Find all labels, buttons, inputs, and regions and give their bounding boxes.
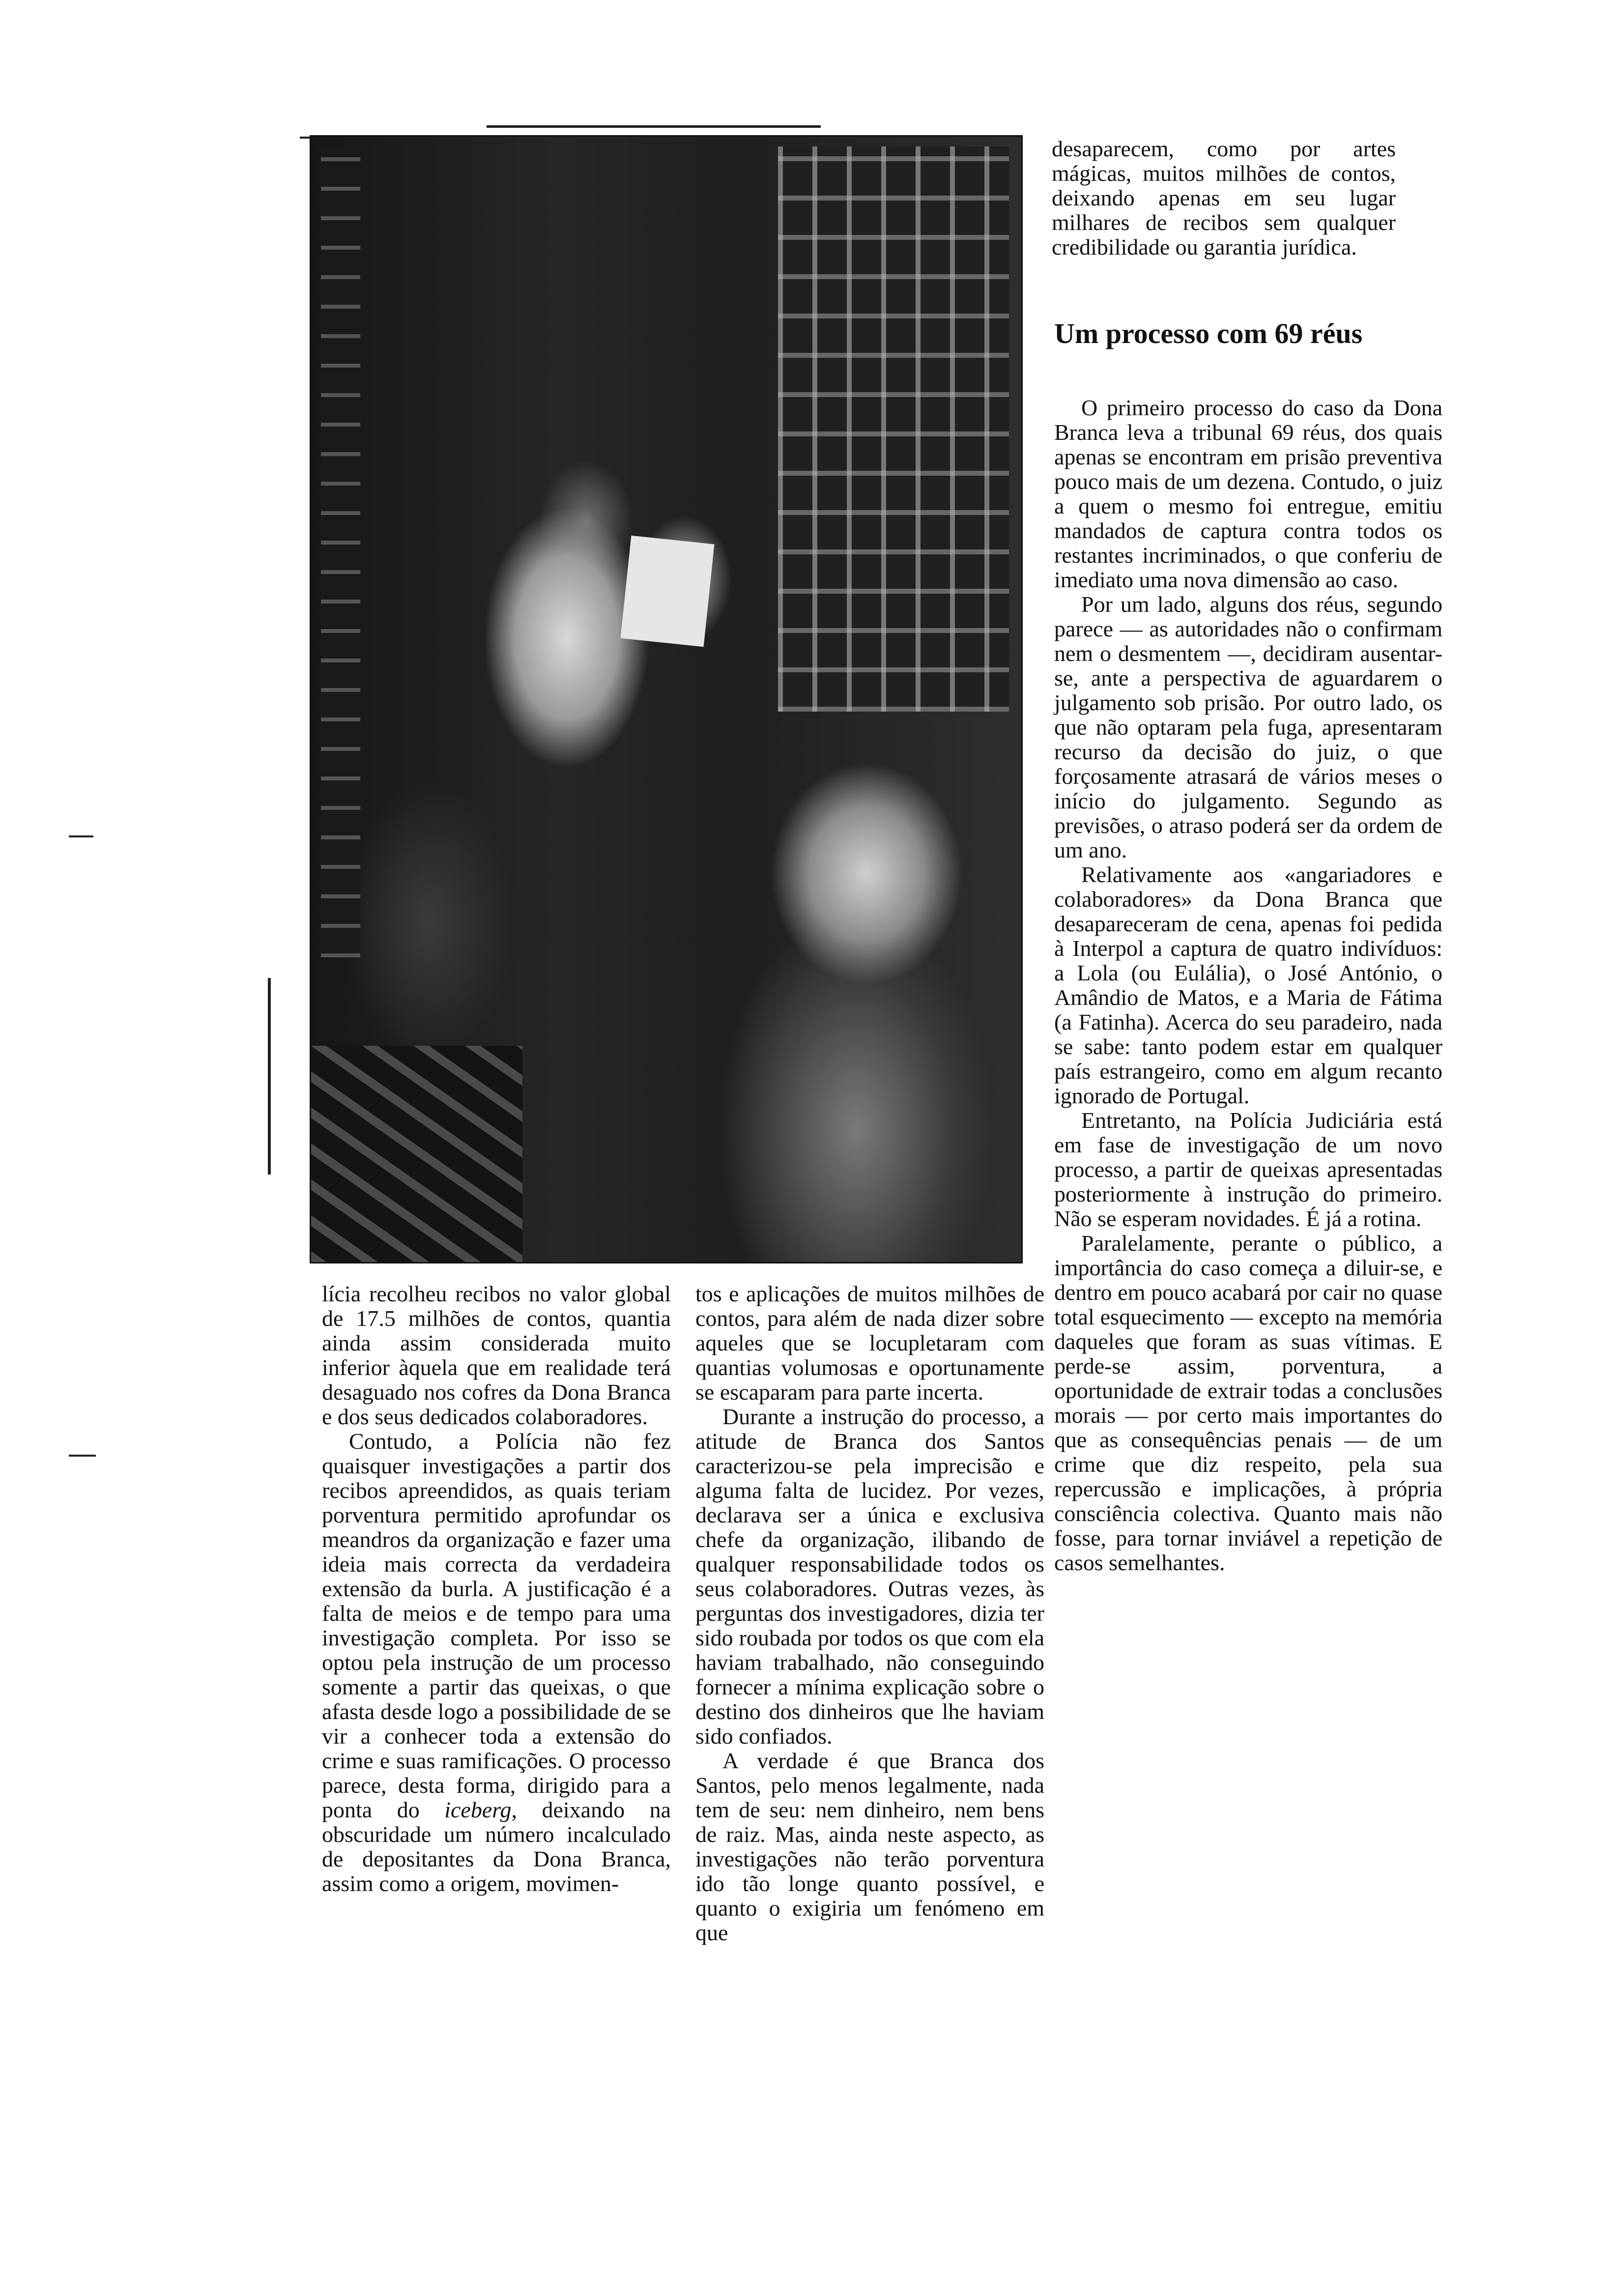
paragraph: Por um lado, alguns dos réus, segundo parece — as autoridades não o confirmam nem o desmentem —, decidiram ausentar-se, ante a perspectiva de aguardarem o julgamento sob prisão. Por outro lado, os que não optaram pela fuga, apresentaram recurso da decisão do juiz, o que forçosamente atrasará de vários meses o início do julgamento. Segundo as previsões, o atraso poderá ser da ordem de um ano. [1054, 592, 1442, 862]
scan-mark [69, 1455, 96, 1457]
paragraph: desaparecem, como por artes mágicas, muitos milhões de contos, deixando apenas em seu lugar milhares de recibos sem qualquer credibilidade ou garantia jurídica. [1052, 136, 1396, 259]
paragraph: Paralelamente, perante o público, a importância do caso começa a diluir-se, e dentro em pouco acabará por cair no quase total esquecimento — excepto na memória daqueles que foram as suas vítimas. E perde-se assim, porventura, a oportunidade de extrair todas a conclusões morais — por certo mais importantes do que as consequências penais — de um crime que diz respeito, pela sua repercussão e implicações, à própria consciência colectiva. Quanto mais não fosse, para tornar inviável a repetição de casos semelhantes. [1054, 1231, 1442, 1575]
column-3-top [1052, 137, 1396, 259]
column-3 [1054, 396, 1442, 1575]
scan-mark [268, 978, 271, 1175]
photo-document-in-hand [620, 536, 714, 647]
paragraph: lícia recolheu recibos no valor global de 17.5 milhões de contos, quantia ainda assim considerada muito inferior àquela que em realidade terá desaguado nos cofres da Dona Branca e dos seus dedicados colaboradores. [322, 1281, 671, 1429]
text-run: , deixando na obscuridade um número incalculado de depositantes da Dona Branca, assim como a origem, movimen- [322, 1797, 671, 1896]
column-1 [322, 1282, 671, 1896]
paragraph: Relativamente aos «angariadores e colaboradores» da Dona Branca que desapareceram de cena, apenas foi pedida à Interpol a captura de quatro indivíduos: a Lola (ou Eulália), o José António, o Amândio de Matos, e a Maria de Fátima (a Fatinha). Acerca do seu paradeiro, nada se sabe: tanto podem estar em qualquer país estrangeiro, como em algum recanto ignorado de Portugal. [1054, 862, 1442, 1108]
top-rule-right [487, 125, 821, 128]
photo-door-frame [321, 146, 360, 957]
paragraph: O primeiro processo do caso da Dona Branca leva a tribunal 69 réus, dos quais apenas se encontram em prisão preventiva pouco mais de um dezena. Contudo, o juiz a quem o mesmo foi entregue, emitiu mandados de captura contra todos os restantes incriminados, o que conferiu de imediato uma nova dimensão ao caso. [1054, 395, 1442, 592]
paragraph: A verdade é que Branca dos Santos, pelo menos legalmente, nada tem de seu: nem dinheiro, nem bens de raiz. Mas, ainda neste aspecto, as investigações não terão porventura ido tão longe quanto possível, e quanto o exigiria um fenómeno em que [695, 1748, 1044, 1945]
paragraph: Entretanto, na Polícia Judiciária está em fase de investigação de um novo processo, a partir de queixas apresentadas posteriormente à instrução do primeiro. Não se esperam novidades. É já a rotina. [1054, 1108, 1442, 1231]
paragraph [322, 1429, 671, 1896]
news-photo [310, 135, 1023, 1263]
paragraph: Durante a instrução do processo, a atitude de Branca dos Santos caracterizou-se pela imprecisão e alguma falta de lucidez. Por vezes, declarava ser a única e exclusiva chefe da organização, ilibando de qualquer responsabilidade todos os seus colaboradores. Outras vezes, às perguntas dos investigadores, dizia ter sido roubada por todos os que com ela haviam trabalhado, não conseguindo fornecer a mínima explicação sobre o destino dos dinheiros que lhe haviam sido confiados. [695, 1404, 1044, 1749]
photo-floor [311, 1046, 522, 1262]
text-run: Contudo, a Polícia não fez quaisquer investigações a partir dos recibos apreendidos, as quais teriam porventura permitido aprofundar os meandros da organização e fazer uma ideia mais correcta da verdadeira extensão da burla. A justificação é a falta de meios e de tempo para uma investigação completa. Por isso se optou pela instrução de um processo somente a partir das queixas, o que afasta desde logo a possibilidade de se vir a conhecer toda a extensão do crime e suas ramificações. O processo parece, desta forma, dirigido para a ponta do [322, 1429, 671, 1822]
text-run-italic: iceberg [444, 1797, 512, 1822]
scan-mark [69, 835, 93, 837]
paragraph: tos e aplicações de muitos milhões de contos, para além de nada dizer sobre aqueles que se locupletaram com quantias volumosas e oportunamente se escaparam para parte incerta. [695, 1281, 1044, 1405]
photo-door-grille [778, 146, 1009, 712]
section-heading: Um processo com 69 réus [1054, 317, 1363, 349]
column-2 [695, 1282, 1044, 1945]
